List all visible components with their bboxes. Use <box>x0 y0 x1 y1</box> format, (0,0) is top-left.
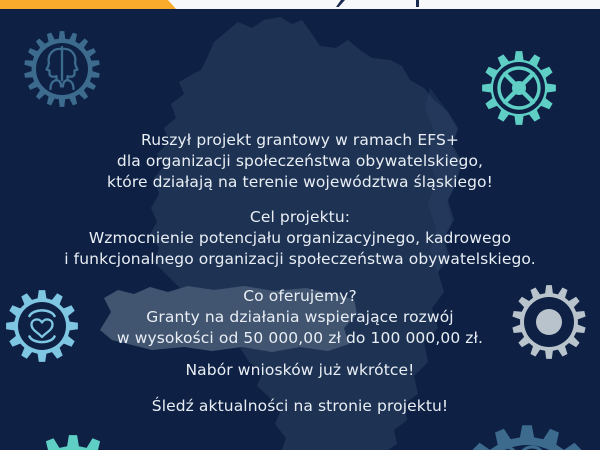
top-banner-accent <box>0 0 176 9</box>
intro-paragraph <box>0 130 600 193</box>
text-line: Co oferujemy? <box>243 287 357 305</box>
people-in-gear-icon <box>24 31 99 107</box>
text-line: Ruszył projekt grantowy w ramach EFS+ <box>141 131 459 149</box>
offer-paragraph <box>0 286 600 349</box>
goal-paragraph <box>0 207 600 270</box>
text-line: w wysokości od 50 000,00 zł do 100 000,00 zł. <box>116 329 484 347</box>
recruitment-paragraph <box>0 360 600 381</box>
text-line: dla organizacji społeczeństwa obywatelskiego, <box>116 152 484 170</box>
spoked-wheel-gear-icon <box>482 51 556 125</box>
partial-gear-icon <box>12 435 134 450</box>
text-line: Śledź aktualności na stronie projektu! <box>151 397 449 415</box>
text-line: Nabór wniosków już wkrótce! <box>185 361 415 379</box>
partial-people-gear-icon <box>455 425 599 450</box>
text-line: Wzmocnienie potencjału organizacyjnego, kadrowego <box>88 229 512 247</box>
text-line: Granty na działania wspierające rozwój <box>146 308 454 326</box>
text-line: Cel projektu: <box>249 208 351 226</box>
follow-paragraph <box>0 396 600 417</box>
text-line: które działają na terenie województwa śląskiego! <box>107 173 493 191</box>
cropped-title-descender-p <box>416 0 419 7</box>
text-line: i funkcjonalnego organizacji społeczeństwa obywatelskiego. <box>64 250 536 268</box>
